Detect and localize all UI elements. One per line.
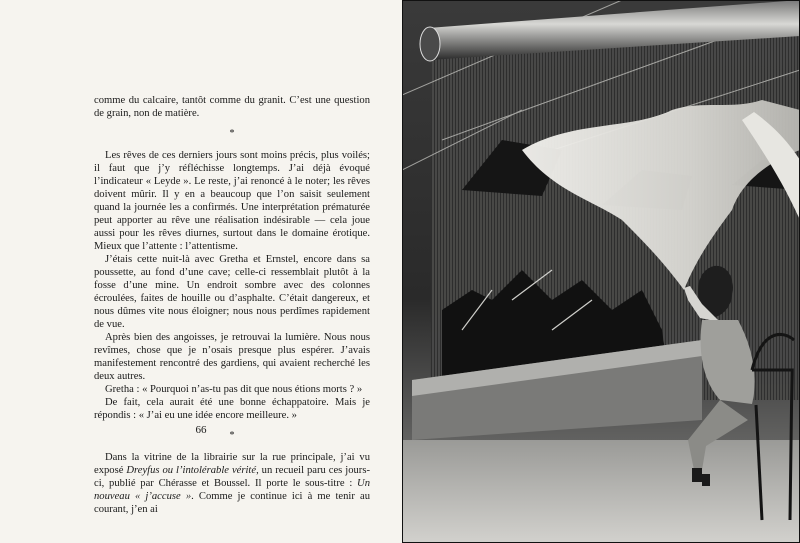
body-text: [94, 94, 370, 516]
paragraph-continuation: comme du calcaire, tantôt comme du granit. C’est une question de grain, non de matière.: [94, 95, 370, 119]
right-page: [402, 0, 800, 543]
paragraph: Les rêves de ces derniers jours sont moins précis, plus voilés; il faut que j’y réfléchisse longtemps. J’ai déjà évoqué l’indicateur « Leyde ». Le reste, j’ai renoncé à le noter; les rêves doivent mûrir. Il y en a beaucoup que l’on saisit seulement quand la journée les a confirmés. Une interprétation prématurée peut apporter au rêve une réalisation indésirable — cela joue aussi pour les rêves diurnes, surtout dans le domaine érotique. Mieux que l’attente : l’attentisme.: [94, 150, 370, 252]
book-title: Dreyfus ou l’intolérable vérité: [126, 465, 257, 476]
text-run: . Comme je continue ici à me tenir au courant, j’en ai: [94, 491, 370, 515]
floor: [402, 440, 800, 543]
paragraph: J’étais cette nuit-là avec Gretha et Ernstel, encore dans sa poussette, au fond d’une cave; celle-ci ressemblait plutôt à la fosse d’une mine. Un endroit sombre avec des colonnes écroulées, faites de houille ou d’asphalte. C’était dangereux, et nous dûmes vite nous éloigner; nous nous perdîmes rapidement de vue.: [94, 254, 370, 330]
section-separator: *: [229, 128, 235, 139]
section-separator: *: [229, 430, 235, 441]
loom-with-seated-woman-illustration: [402, 0, 800, 543]
paragraph: Après bien des angoisses, je retrouvai la lumière. Nous nous revîmes, chose que je n’osais presque plus espérer. J’avais manifestement rencontré des gardiens, qui avaient recherché les deux autres.: [94, 332, 370, 382]
paragraph-dialogue: Gretha : « Pourquoi n’as-tu pas dit que nous étions morts ? »: [105, 384, 363, 395]
book-subtitle: Un nouveau « j’accuse »: [94, 478, 370, 502]
text-run: , un recueil paru ces jours-ci, publié par Chérasse et Boussel. Il porte le sous-titre :: [94, 465, 370, 489]
text-run: Dans la vitrine de la librairie sur la rue principale, j’ai vu exposé: [94, 452, 370, 476]
paragraph: De fait, cela aurait été une bonne échappatoire. Mais je répondis : « J’ai eu une idée encore meilleure. »: [94, 397, 370, 421]
paragraph-bookshop: [94, 451, 370, 516]
page-number: 66: [195, 424, 207, 436]
